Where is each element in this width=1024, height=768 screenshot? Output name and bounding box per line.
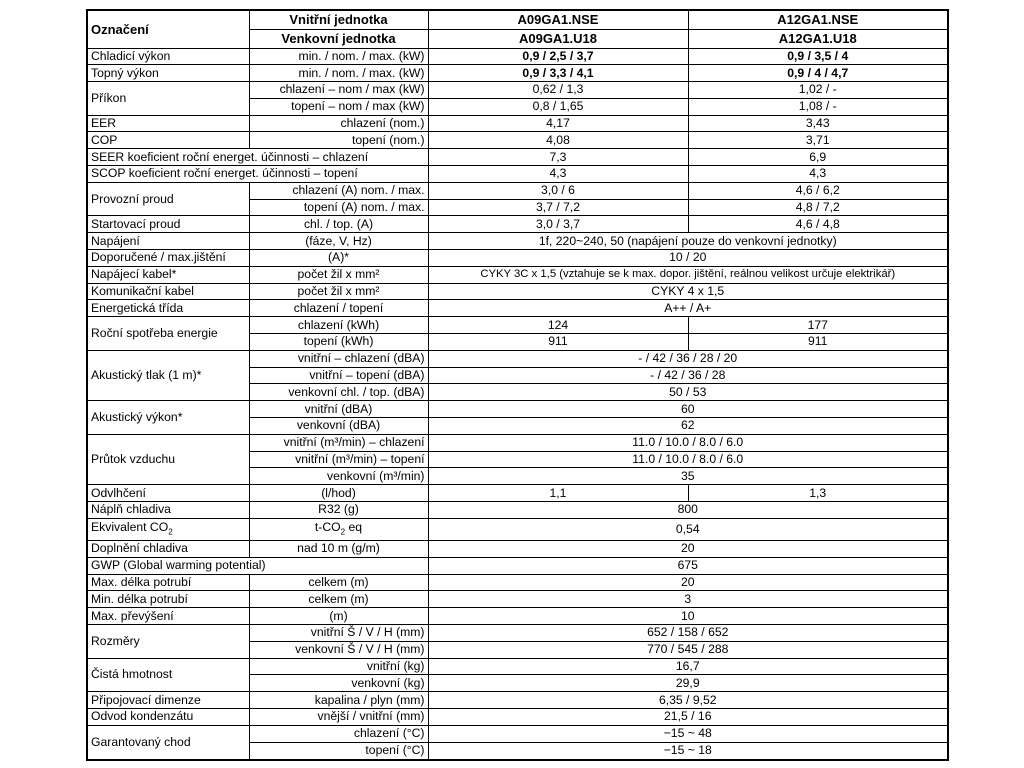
- cond-recommended-fuse: (A)*: [249, 250, 428, 267]
- value-b-starting-current: 4,6 / 4,8: [688, 216, 948, 233]
- row-scop: [87, 166, 948, 183]
- row-refrigerant-charge: [87, 502, 948, 519]
- row-dehumidification: [87, 485, 948, 502]
- cond-sound-pressure-indoor-heating: vnitřní – topení (dBA): [249, 367, 428, 384]
- label-co2-equivalent: [87, 518, 249, 540]
- cond-min-pipe-length: celkem (m): [249, 591, 428, 608]
- value-dimensions-indoor: 652 / 158 / 652: [428, 624, 948, 641]
- label-connection-dim: Připojovací dimenze: [87, 692, 249, 709]
- value-a-power-input-cooling: 0,62 / 1,3: [428, 82, 688, 99]
- row-sound-power-indoor: [87, 401, 948, 418]
- value-b-operating-current-cooling: 4,6 / 6,2: [688, 182, 948, 199]
- value-power-supply: 1f, 220~240, 50 (napájení pouze do venkovní jednotky): [428, 233, 948, 250]
- value-max-pipe-length: 20: [428, 574, 948, 591]
- label-max-pipe-length: Max. délka potrubí: [87, 574, 249, 591]
- value-refrigerant-charge: 800: [428, 502, 948, 519]
- row-connection-dim: [87, 692, 948, 709]
- label-starting-current: Startovací proud: [87, 216, 249, 233]
- label-net-weight: Čistá hmotnost: [87, 658, 249, 692]
- value-energy-class: A++ / A+: [428, 300, 948, 317]
- cond-annual-consumption-heating: topení (kWh): [249, 334, 428, 351]
- value-co2-equivalent: 0,54: [428, 518, 948, 540]
- cond-power-input-cooling: chlazení – nom / max (kW): [249, 82, 428, 99]
- value-a-dehumidification: 1,1: [428, 485, 688, 502]
- value-dimensions-outdoor: 770 / 545 / 288: [428, 641, 948, 658]
- value-condensate-drain: 21,5 / 16: [428, 708, 948, 725]
- value-b-cop: 3,71: [688, 132, 948, 149]
- cond-max-pipe-length: celkem (m): [249, 574, 428, 591]
- row-seer: [87, 149, 948, 166]
- row-gwp: [87, 557, 948, 574]
- cond-sound-pressure-outdoor: venkovní chl. / top. (dBA): [249, 384, 428, 401]
- value-b-power-input-heating: 1,08 / -: [688, 98, 948, 115]
- value-airflow-outdoor: 35: [428, 468, 948, 485]
- label-sound-pressure: Akustický tlak (1 m)*: [87, 350, 249, 400]
- cond-max-elevation: (m): [249, 608, 428, 625]
- value-a-seer: 7,3: [428, 149, 688, 166]
- label-heating-capacity: Topný výkon: [87, 65, 249, 82]
- cond-eer: chlazení (nom.): [249, 115, 428, 132]
- label-sound-power: Akustický výkon*: [87, 401, 249, 435]
- value-a-heating-capacity: 0,9 / 3,3 / 4,1: [428, 65, 688, 82]
- value-gwp: 675: [428, 557, 948, 574]
- row-net-weight-indoor: [87, 658, 948, 675]
- label-operating-current: Provozní proud: [87, 182, 249, 216]
- value-sound-power-indoor: 60: [428, 401, 948, 418]
- value-b-cooling-capacity: 0,9 / 3,5 / 4: [688, 48, 948, 65]
- cond-connection-dim: kapalina / plyn (mm): [249, 692, 428, 709]
- value-max-elevation: 10: [428, 608, 948, 625]
- value-sound-pressure-outdoor: 50 / 53: [428, 384, 948, 401]
- value-b-power-input-cooling: 1,02 / -: [688, 82, 948, 99]
- cond-airflow-outdoor: venkovní (m³/min): [249, 468, 428, 485]
- cond-airflow-indoor-heating: vnitřní (m³/min) – topení: [249, 451, 428, 468]
- label-guaranteed-operation: Garantovaný chod: [87, 725, 249, 760]
- cond-refrigerant-topup: nad 10 m (g/m): [249, 540, 428, 557]
- cond-net-weight-indoor: vnitřní (kg): [249, 658, 428, 675]
- cond-dehumidification: (l/hod): [249, 485, 428, 502]
- cond-power-input-heating: topení – nom / max (kW): [249, 98, 428, 115]
- label-airflow: Průtok vzduchu: [87, 434, 249, 484]
- row-max-elevation: [87, 608, 948, 625]
- value-a-annual-consumption-heating: 911: [428, 334, 688, 351]
- cond-comm-cable: počet žil x mm²: [249, 283, 428, 300]
- cond-sound-power-outdoor: venkovní (dBA): [249, 418, 428, 435]
- label-annual-consumption: Roční spotřeba energie: [87, 317, 249, 351]
- row-dimensions-indoor: [87, 624, 948, 641]
- value-b-annual-consumption-heating: 911: [688, 334, 948, 351]
- cond-starting-current: chl. / top. (A): [249, 216, 428, 233]
- cond-co2-equivalent: [249, 518, 428, 540]
- cond-cooling-capacity: min. / nom. / max. (kW): [249, 48, 428, 65]
- spec-table: [86, 9, 949, 761]
- row-co2-equivalent: [87, 518, 948, 540]
- value-a-annual-consumption-cooling: 124: [428, 317, 688, 334]
- label-comm-cable: Komunikační kabel: [87, 283, 249, 300]
- cond-condensate-drain: vnější / vnitřní (mm): [249, 708, 428, 725]
- cond-power-cable: počet žil x mm²: [249, 266, 428, 283]
- designation-header: Označení: [87, 10, 249, 48]
- value-a-scop: 4,3: [428, 166, 688, 183]
- cond-operating-current-heating: topení (A) nom. / max.: [249, 199, 428, 216]
- co2-cond-sub: 2: [340, 527, 346, 537]
- co2-label-text: Ekvivalent CO: [91, 519, 169, 534]
- row-cooling-capacity: [87, 48, 948, 65]
- cond-operating-current-cooling: chlazení (A) nom. / max.: [249, 182, 428, 199]
- cond-guaranteed-operation-cooling: chlazení (°C): [249, 725, 428, 742]
- label-dimensions: Rozměry: [87, 624, 249, 658]
- value-a-power-input-heating: 0,8 / 1,65: [428, 98, 688, 115]
- row-airflow-indoor-cooling: [87, 434, 948, 451]
- cond-annual-consumption-cooling: chlazení (kWh): [249, 317, 428, 334]
- row-power-supply: [87, 233, 948, 250]
- outdoor-unit-header: Venkovní jednotka: [249, 29, 428, 48]
- cond-sound-power-indoor: vnitřní (dBA): [249, 401, 428, 418]
- value-b-scop: 4,3: [688, 166, 948, 183]
- value-min-pipe-length: 3: [428, 591, 948, 608]
- cond-dimensions-indoor: vnitřní Š / V / H (mm): [249, 624, 428, 641]
- row-starting-current: [87, 216, 948, 233]
- row-power-input-cooling: [87, 82, 948, 99]
- value-recommended-fuse: 10 / 20: [428, 250, 948, 267]
- value-a-operating-current-heating: 3,7 / 7,2: [428, 199, 688, 216]
- row-recommended-fuse: [87, 250, 948, 267]
- label-seer: SEER koeficient roční energet. účinnosti – chlazení: [87, 149, 428, 166]
- row-energy-class: [87, 300, 948, 317]
- value-a-eer: 4,17: [428, 115, 688, 132]
- cond-power-supply: (fáze, V, Hz): [249, 233, 428, 250]
- row-condensate-drain: [87, 708, 948, 725]
- row-annual-consumption-cooling: [87, 317, 948, 334]
- header-row-indoor: [87, 10, 948, 29]
- cond-refrigerant-charge: R32 (g): [249, 502, 428, 519]
- value-power-cable: CYKY 3C x 1,5 (vztahuje se k max. dopor. jištění, reálnou velikost určuje elektrikář): [428, 266, 948, 283]
- row-min-pipe-length: [87, 591, 948, 608]
- value-net-weight-indoor: 16,7: [428, 658, 948, 675]
- label-max-elevation: Max. převýšení: [87, 608, 249, 625]
- value-b-operating-current-heating: 4,8 / 7,2: [688, 199, 948, 216]
- value-b-heating-capacity: 0,9 / 4 / 4,7: [688, 65, 948, 82]
- label-scop: SCOP koeficient roční energet. účinnosti – topení: [87, 166, 428, 183]
- cond-heating-capacity: min. / nom. / max. (kW): [249, 65, 428, 82]
- value-refrigerant-topup: 20: [428, 540, 948, 557]
- label-refrigerant-charge: Náplň chladiva: [87, 502, 249, 519]
- label-power-cable: Napájecí kabel*: [87, 266, 249, 283]
- row-heating-capacity: [87, 65, 948, 82]
- value-comm-cable: CYKY 4 x 1,5: [428, 283, 948, 300]
- label-condensate-drain: Odvod kondenzátu: [87, 708, 249, 725]
- value-a-cooling-capacity: 0,9 / 2,5 / 3,7: [428, 48, 688, 65]
- label-refrigerant-topup: Doplnění chladiva: [87, 540, 249, 557]
- model-b-outdoor: A12GA1.U18: [688, 29, 948, 48]
- row-cop: [87, 132, 948, 149]
- value-a-cop: 4,08: [428, 132, 688, 149]
- cond-energy-class: chlazení / topení: [249, 300, 428, 317]
- label-gwp: GWP (Global warming potential): [87, 557, 428, 574]
- value-sound-pressure-indoor-heating: - / 42 / 36 / 28: [428, 367, 948, 384]
- co2-cond-tail: eq: [345, 519, 363, 534]
- value-net-weight-outdoor: 29,9: [428, 675, 948, 692]
- label-eer: EER: [87, 115, 249, 132]
- value-b-dehumidification: 1,3: [688, 485, 948, 502]
- row-comm-cable: [87, 283, 948, 300]
- value-connection-dim: 6,35 / 9,52: [428, 692, 948, 709]
- indoor-unit-header: Vnitřní jednotka: [249, 10, 428, 29]
- cond-sound-pressure-indoor-cooling: vnitřní – chlazení (dBA): [249, 350, 428, 367]
- value-b-eer: 3,43: [688, 115, 948, 132]
- value-a-starting-current: 3,0 / 3,7: [428, 216, 688, 233]
- label-min-pipe-length: Min. délka potrubí: [87, 591, 249, 608]
- value-guaranteed-operation-heating: −15 ~ 18: [428, 742, 948, 760]
- value-airflow-indoor-heating: 11.0 / 10.0 / 8.0 / 6.0: [428, 451, 948, 468]
- cond-airflow-indoor-cooling: vnitřní (m³/min) – chlazení: [249, 434, 428, 451]
- label-cooling-capacity: Chladicí výkon: [87, 48, 249, 65]
- row-guaranteed-operation-cooling: [87, 725, 948, 742]
- label-power-supply: Napájení: [87, 233, 249, 250]
- row-refrigerant-topup: [87, 540, 948, 557]
- value-a-operating-current-cooling: 3,0 / 6: [428, 182, 688, 199]
- row-power-cable: [87, 266, 948, 283]
- model-a-outdoor: A09GA1.U18: [428, 29, 688, 48]
- label-recommended-fuse: Doporučené / max.jištění: [87, 250, 249, 267]
- label-cop: COP: [87, 132, 249, 149]
- value-sound-pressure-indoor-cooling: - / 42 / 36 / 28 / 20: [428, 350, 948, 367]
- value-airflow-indoor-cooling: 11.0 / 10.0 / 8.0 / 6.0: [428, 434, 948, 451]
- label-power-input: Příkon: [87, 82, 249, 116]
- label-energy-class: Energetická třída: [87, 300, 249, 317]
- row-operating-current-cooling: [87, 182, 948, 199]
- cond-net-weight-outdoor: venkovní (kg): [249, 675, 428, 692]
- row-eer: [87, 115, 948, 132]
- co2-label-sub: 2: [168, 527, 173, 537]
- model-b-indoor: A12GA1.NSE: [688, 10, 948, 29]
- co2-cond-text: t-CO: [314, 519, 341, 534]
- cond-guaranteed-operation-heating: topení (°C): [249, 742, 428, 760]
- value-b-annual-consumption-cooling: 177: [688, 317, 948, 334]
- row-max-pipe-length: [87, 574, 948, 591]
- cond-cop: topení (nom.): [249, 132, 428, 149]
- value-b-seer: 6,9: [688, 149, 948, 166]
- value-guaranteed-operation-cooling: −15 ~ 48: [428, 725, 948, 742]
- value-sound-power-outdoor: 62: [428, 418, 948, 435]
- model-a-indoor: A09GA1.NSE: [428, 10, 688, 29]
- label-dehumidification: Odvlhčení: [87, 485, 249, 502]
- cond-dimensions-outdoor: venkovní Š / V / H (mm): [249, 641, 428, 658]
- row-sound-pressure-indoor-cooling: [87, 350, 948, 367]
